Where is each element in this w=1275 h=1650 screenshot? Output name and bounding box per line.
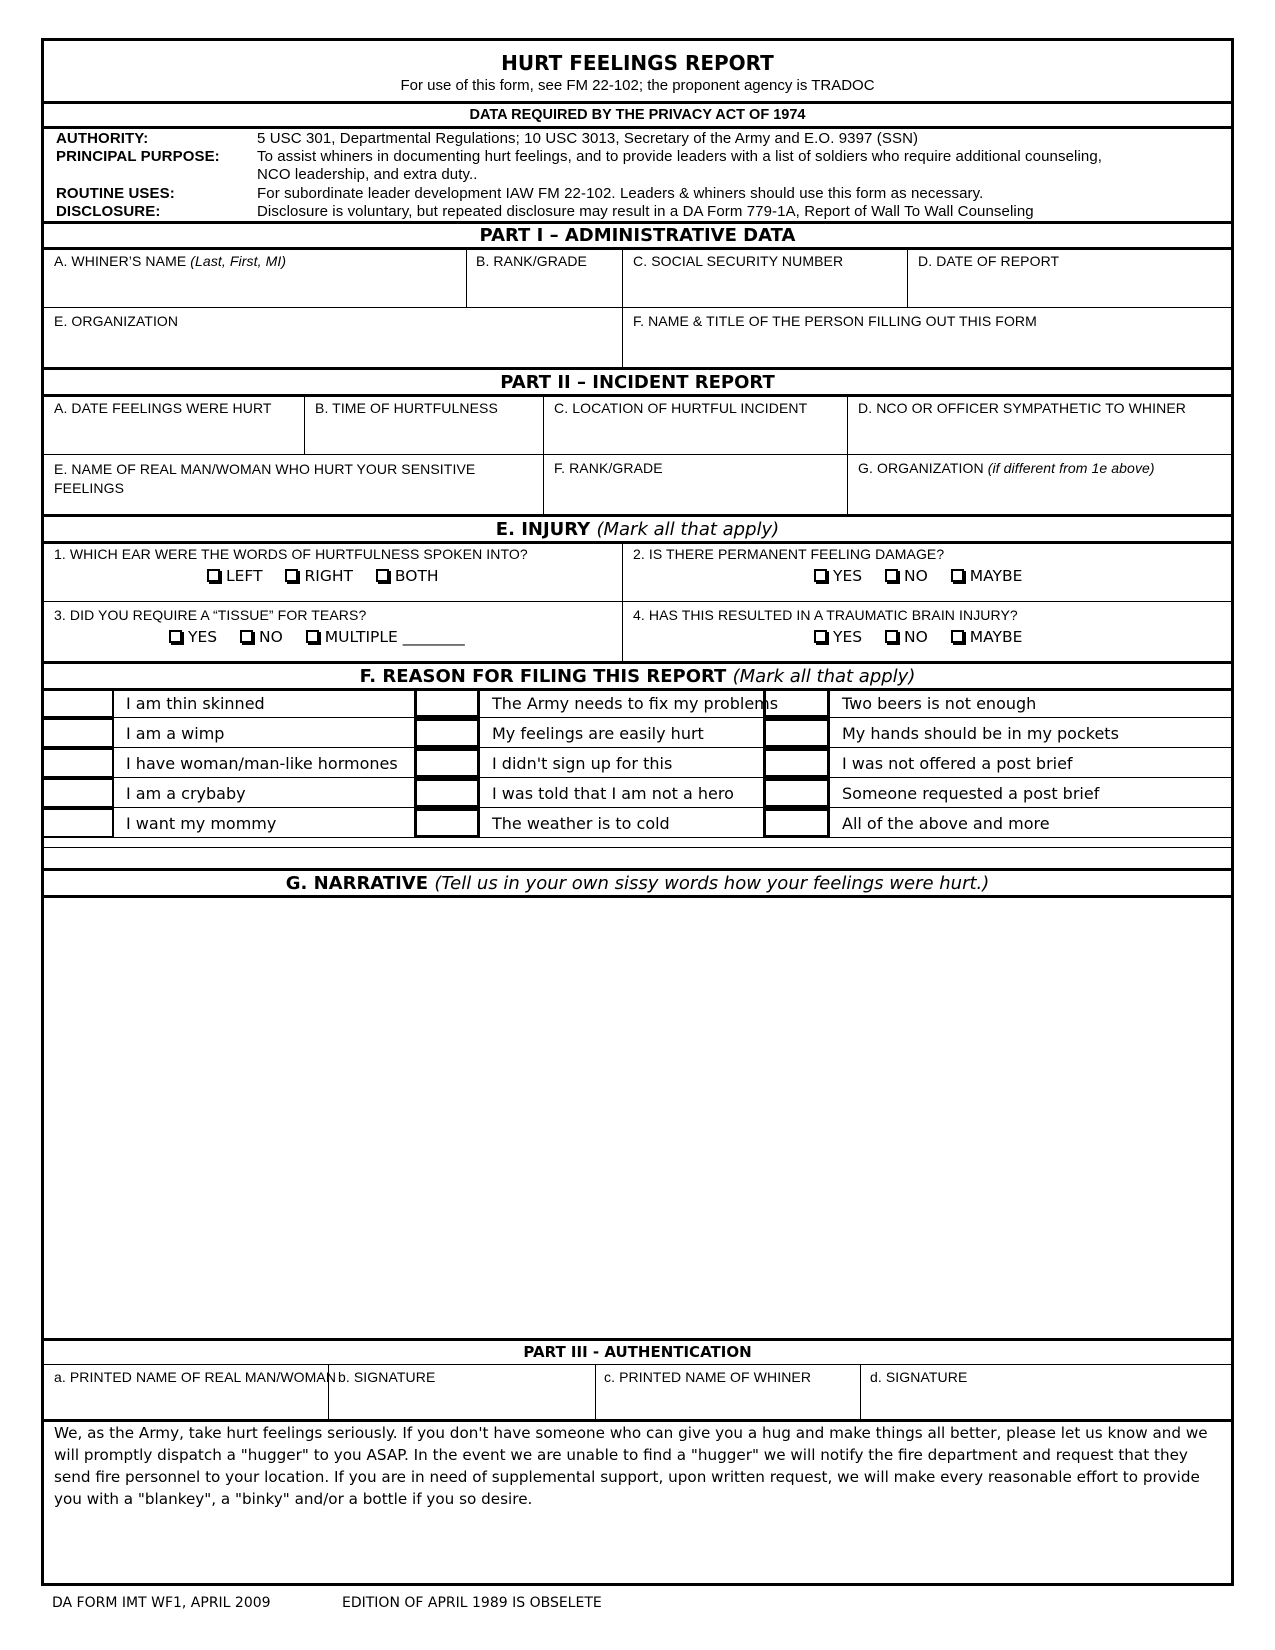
field-rank-grade[interactable]: B. RANK/GRADE — [476, 253, 587, 269]
reason-option-label: I want my mommy — [126, 814, 277, 833]
field-offender-org[interactable]: G. ORGANIZATION (if different from 1e above) — [858, 460, 1155, 476]
injury-q1-options — [207, 567, 457, 585]
field-date-of-report[interactable]: D. DATE OF REPORT — [918, 253, 1060, 269]
injury-q1: 1. WHICH EAR WERE THE WORDS OF HURTFULNESS SPOKEN INTO? — [54, 546, 528, 562]
checkbox-tbi-maybe[interactable]: MAYBE — [951, 628, 1023, 646]
checkbox-tbi-yes[interactable]: YES — [814, 628, 862, 646]
privacy-text-uses: For subordinate leader development IAW FM 22-102. Leaders & whiners should use this form as necessary. — [257, 185, 984, 202]
reason-option-label: Someone requested a post brief — [842, 784, 1100, 803]
reason-option-label: I am a wimp — [126, 724, 225, 743]
reason-option-label: My feelings are easily hurt — [492, 724, 704, 743]
field-real-man-signature[interactable]: b. SIGNATURE — [338, 1369, 436, 1385]
reason-checkbox[interactable] — [44, 808, 114, 838]
injury-q4: 4. HAS THIS RESULTED IN A TRAUMATIC BRAIN INJURY? — [633, 607, 1018, 623]
field-whiner-printed-name[interactable]: c. PRINTED NAME OF WHINER — [604, 1369, 812, 1385]
form-id: DA FORM IMT WF1, APRIL 2009 — [52, 1595, 271, 1611]
reason-option-label: My hands should be in my pockets — [842, 724, 1119, 743]
field-time-of-hurtfulness[interactable]: B. TIME OF HURTFULNESS — [315, 400, 498, 416]
checkbox-tbi-no[interactable]: NO — [885, 628, 928, 646]
field-whiner-name[interactable]: A. WHINER’S NAME (Last, First, MI) — [54, 253, 287, 269]
reason-option-label: I was told that I am not a hero — [492, 784, 734, 803]
edition-note: EDITION OF APRIL 1989 IS OBSELETE — [342, 1595, 602, 1611]
checkbox-right-ear[interactable]: RIGHT — [285, 567, 352, 585]
field-ssn[interactable]: C. SOCIAL SECURITY NUMBER — [633, 253, 844, 269]
field-location[interactable]: C. LOCATION OF HURTFUL INCIDENT — [554, 400, 808, 416]
footer-note: We, as the Army, take hurt feelings seriously. If you don't have someone who can give you a hug and make things all better, please let us know and we will promptly dispatch a "hugger" to you ASAP. In the event we are unable to find a "hugger" we will notify the fire department and request that they send fire personnel to your location. If you are in need of supplemental support, upon written request, we will make every reasonable effort to provide you with a "blankey", a "binky" and/or a bottle if you so desire. — [54, 1424, 1208, 1508]
reason-checkbox[interactable] — [763, 688, 830, 718]
reason-option-label: I was not offered a post brief — [842, 754, 1073, 773]
checkbox-damage-yes[interactable]: YES — [814, 567, 862, 585]
privacy-label-purpose: PRINCIPAL PURPOSE: — [56, 148, 220, 165]
field-organization[interactable]: E. ORGANIZATION — [54, 313, 179, 329]
injury-q3: 3. DID YOU REQUIRE A “TISSUE” FOR TEARS? — [54, 607, 367, 623]
reason-option-label: I have woman/man-like hormones — [126, 754, 398, 773]
reason-checkbox[interactable] — [763, 778, 830, 808]
form-title: HURT FEELINGS REPORT — [501, 51, 774, 75]
checkbox-both-ears[interactable]: BOTH — [376, 567, 439, 585]
reason-checkbox[interactable] — [44, 718, 114, 748]
reason-option-label: Two beers is not enough — [842, 694, 1037, 713]
injury-q2: 2. IS THERE PERMANENT FEELING DAMAGE? — [633, 546, 945, 562]
reason-checkbox[interactable] — [44, 688, 114, 718]
field-date-feelings-hurt[interactable]: A. DATE FEELINGS WERE HURT — [54, 400, 272, 416]
privacy-label-disclosure: DISCLOSURE: — [56, 203, 161, 220]
field-real-man-printed-name[interactable]: a. PRINTED NAME OF REAL MAN/WOMAN — [54, 1369, 337, 1385]
checkbox-tissue-no[interactable]: NO — [240, 628, 283, 646]
privacy-text-purpose-2: NCO leadership, and extra duty.. — [257, 166, 478, 183]
checkbox-tissue-multiple[interactable]: MULTIPLE ________ — [306, 628, 465, 646]
reason-checkbox[interactable] — [414, 808, 480, 838]
reason-checkbox[interactable] — [414, 748, 480, 778]
injury-q3-options — [169, 628, 483, 646]
field-offender-rank[interactable]: F. RANK/GRADE — [554, 460, 663, 476]
part1-heading: PART I – ADMINISTRATIVE DATA — [479, 225, 796, 246]
privacy-text-disclosure: Disclosure is voluntary, but repeated disclosure may result in a DA Form 779-1A, Report of Wall To Wall Counseling — [257, 203, 1034, 220]
part2-heading: PART II – INCIDENT REPORT — [500, 372, 775, 393]
injury-heading: E. INJURY (Mark all that apply) — [495, 519, 780, 540]
field-name-title-filer[interactable]: F. NAME & TITLE OF THE PERSON FILLING OUT THIS FORM — [633, 313, 1037, 329]
reason-option-label: I didn't sign up for this — [492, 754, 673, 773]
reason-option-label: The Army needs to fix my problems — [492, 694, 779, 713]
reason-option-label: The weather is to cold — [492, 814, 670, 833]
reason-checkbox[interactable] — [44, 748, 114, 778]
field-real-man-name[interactable]: E. NAME OF REAL MAN/WOMAN WHO HURT YOUR SENSITIVE FEELINGS — [54, 461, 476, 496]
field-whiner-signature[interactable]: d. SIGNATURE — [870, 1369, 968, 1385]
privacy-label-uses: ROUTINE USES: — [56, 185, 175, 202]
field-sympathetic-nco[interactable]: D. NCO OR OFFICER SYMPATHETIC TO WHINER — [858, 400, 1186, 416]
narrative-heading: G. NARRATIVE (Tell us in your own sissy words how your feelings were hurt.) — [285, 873, 990, 894]
reason-option-label: All of the above and more — [842, 814, 1050, 833]
reason-checkbox[interactable] — [763, 808, 830, 838]
injury-q4-options — [814, 628, 1040, 646]
reason-heading: F. REASON FOR FILING THIS REPORT (Mark all that apply) — [359, 666, 916, 687]
reason-checkbox[interactable] — [414, 718, 480, 748]
reason-checkbox[interactable] — [44, 778, 114, 808]
reason-checkbox[interactable] — [414, 778, 480, 808]
reason-checkbox[interactable] — [763, 748, 830, 778]
checkbox-left-ear[interactable]: LEFT — [207, 567, 263, 585]
reason-checkbox[interactable] — [763, 718, 830, 748]
part3-heading: PART III - AUTHENTICATION — [523, 1343, 752, 1361]
privacy-text-authority: 5 USC 301, Departmental Regulations; 10 USC 3013, Secretary of the Army and E.O. 9397 (SSN) — [257, 130, 919, 147]
checkbox-tissue-yes[interactable]: YES — [169, 628, 217, 646]
reason-option-label: I am thin skinned — [126, 694, 265, 713]
reason-checkbox[interactable] — [414, 688, 480, 718]
privacy-label-authority: AUTHORITY: — [56, 130, 149, 147]
privacy-text-purpose: To assist whiners in documenting hurt feelings, and to provide leaders with a list of soldiers who require additional counseling, — [257, 148, 1103, 165]
reason-option-label: I am a crybaby — [126, 784, 246, 803]
narrative-textarea[interactable] — [44, 898, 1231, 1338]
injury-q2-options — [814, 567, 1040, 585]
hurt-feelings-form — [41, 38, 1234, 1586]
checkbox-damage-maybe[interactable]: MAYBE — [951, 567, 1023, 585]
form-subtitle: For use of this form, see FM 22-102; the proponent agency is TRADOC — [400, 77, 875, 94]
checkbox-damage-no[interactable]: NO — [885, 567, 928, 585]
privacy-heading: DATA REQUIRED BY THE PRIVACY ACT OF 1974 — [469, 107, 806, 123]
